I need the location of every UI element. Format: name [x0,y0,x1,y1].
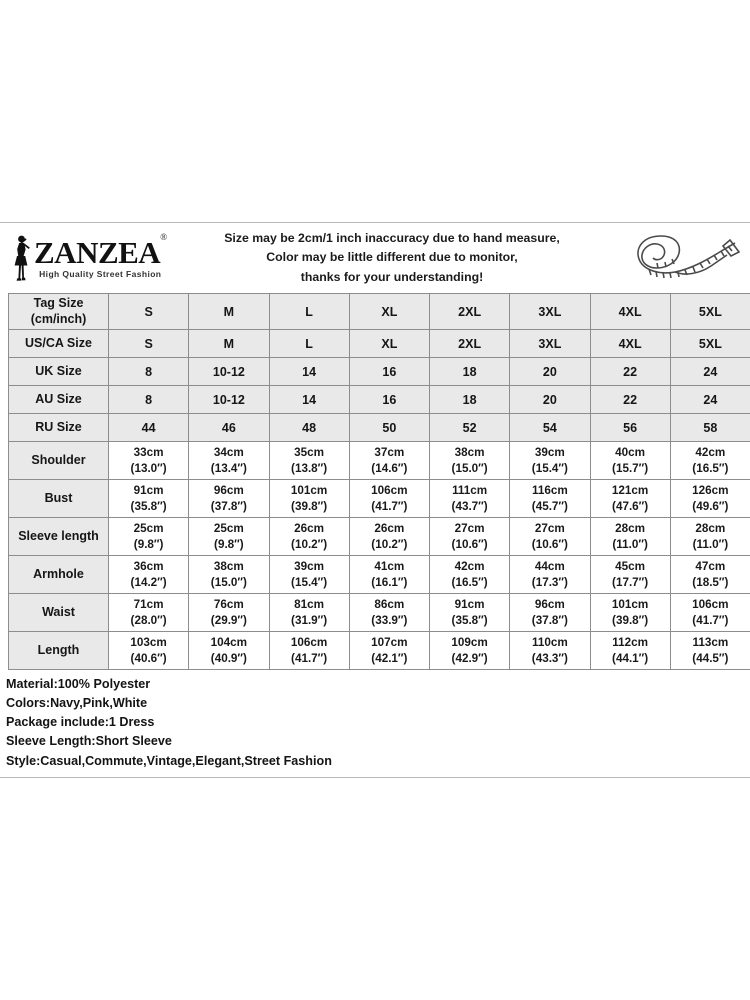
cell-tag-size-7: 5XL [670,294,750,330]
value-cm: 126cm [692,484,729,498]
row-label-armhole: Armhole [9,556,109,594]
value-cm: 38cm [213,560,244,574]
cell-armhole-2 [269,556,349,594]
registered-trademark-icon: ® [160,231,167,242]
row-label-uk-size: UK Size [9,358,109,386]
row-label-au-size: AU Size [9,386,109,414]
value-cm: 116cm [532,484,568,498]
cell-armhole-4 [430,556,510,594]
row-label-length: Length [9,632,109,670]
brand-name-text: ZANZEA [34,235,161,271]
cell-sleeve-7 [670,518,750,556]
cell-ru-2: 48 [269,414,349,442]
cell-waist-6 [590,594,670,632]
info-sleeve-length: Sleeve Length:Short Sleeve [6,734,172,749]
cell-sleeve-3 [349,518,429,556]
value-inch: (14.6″) [371,461,408,475]
cell-shoulder-2 [269,442,349,480]
cell-ru-6: 56 [590,414,670,442]
value-cm: 101cm [290,484,328,498]
cell-bust-0 [109,480,189,518]
cell-sleeve-5 [510,518,590,556]
cell-us-3: XL [349,330,429,358]
value-inch: (49.6″) [692,499,729,513]
value-cm: 109cm [451,636,488,650]
cell-shoulder-1 [189,442,269,480]
brand-tagline: High Quality Street Fashion [39,269,162,280]
table-row-us-ca-size [9,330,750,358]
cell-length-2 [269,632,349,670]
value-inch: (16.1″) [371,575,408,589]
cell-uk-1: 10-12 [189,358,269,386]
value-cm: 106cm [290,636,328,650]
value-cm: 106cm [692,598,729,612]
value-cm: 81cm [294,598,325,612]
cell-bust-6 [590,480,670,518]
size-chart-sheet [0,222,750,778]
value-inch: (29.9″) [210,613,247,627]
row-label-waist: Waist [9,594,109,632]
value-inch: (44.5″) [692,651,729,665]
value-inch: (15.4″) [291,575,328,589]
row-label-ru-size: RU Size [9,414,109,442]
chart-header [0,223,750,293]
value-cm: 45cm [615,560,646,574]
cell-au-2: 14 [269,386,349,414]
value-inch: (15.4″) [531,461,568,475]
value-inch: (31.9″) [291,613,328,627]
value-cm: 112cm [612,636,648,650]
cell-uk-6: 22 [590,358,670,386]
value-cm: 111cm [452,484,488,498]
row-label-bust: Bust [9,480,109,518]
size-table [8,293,750,670]
cell-waist-0 [109,594,189,632]
value-cm: 42cm [695,446,726,460]
row-label-us-ca-size: US/CA Size [9,330,109,358]
cell-tag-size-0: S [109,294,189,330]
cell-sleeve-0 [109,518,189,556]
cell-bust-5 [510,480,590,518]
cell-au-5: 20 [510,386,590,414]
value-cm: 91cm [454,598,485,612]
cell-us-1: M [189,330,269,358]
cell-ru-7: 58 [670,414,750,442]
value-inch: (13.0″) [130,461,167,475]
tag-size-line-1: Tag Size [33,295,84,310]
table-row-bust [9,480,750,518]
value-cm: 76cm [213,598,244,612]
value-cm: 25cm [213,522,244,536]
cell-shoulder-0 [109,442,189,480]
value-cm: 104cm [210,636,248,650]
value-inch: (13.8″) [291,461,328,475]
value-cm: 47cm [695,560,726,574]
notice-line-1: Size may be 2cm/1 inch inaccuracy due to hand measure, [224,231,560,246]
value-inch: (41.7″) [291,651,328,665]
value-cm: 42cm [454,560,485,574]
cell-sleeve-4 [430,518,510,556]
value-cm: 39cm [294,560,325,574]
value-inch: (11.0″) [612,537,648,551]
table-row-uk-size [9,358,750,386]
cell-length-3 [349,632,429,670]
cell-armhole-3 [349,556,429,594]
value-cm: 96cm [213,484,244,498]
value-inch: (28.0″) [130,613,167,627]
info-style: Style:Casual,Commute,Vintage,Elegant,Street Fashion [6,753,332,768]
value-cm: 37cm [374,446,405,460]
brand-name [34,231,167,271]
cell-au-1: 10-12 [189,386,269,414]
value-inch: (9.8″) [214,537,244,551]
value-cm: 40cm [615,446,646,460]
value-inch: (10.2″) [371,537,408,551]
value-inch: (9.8″) [133,537,164,551]
cell-waist-2 [269,594,349,632]
table-row-sleeve-length [9,518,750,556]
measurement-notice [182,229,626,286]
value-inch: (11.0″) [692,537,729,551]
cell-length-0 [109,632,189,670]
cell-waist-5 [510,594,590,632]
cell-au-3: 16 [349,386,429,414]
brand-logo [6,231,182,282]
value-inch: (42.9″) [451,651,488,665]
cell-tag-size-3: XL [349,294,429,330]
value-inch: (17.3″) [531,575,568,589]
cell-tag-size-5: 3XL [510,294,590,330]
value-inch: (40.9″) [210,651,247,665]
cell-bust-4 [430,480,510,518]
row-label-sleeve-length: Sleeve length [9,518,109,556]
info-package: Package include:1 Dress [6,715,155,730]
value-inch: (15.7″) [612,461,649,475]
value-inch: (17.7″) [612,575,649,589]
cell-bust-2 [269,480,349,518]
cell-uk-7: 24 [670,358,750,386]
value-inch: (35.8″) [451,613,488,627]
table-row-au-size [9,386,750,414]
value-inch: (43.3″) [531,651,568,665]
value-cm: 35cm [294,446,325,460]
table-row-tag-size [9,294,750,330]
measuring-tape-icon [626,227,746,289]
value-cm: 27cm [454,522,485,536]
cell-au-4: 18 [430,386,510,414]
cell-tag-size-1: M [189,294,269,330]
table-row-armhole [9,556,750,594]
value-inch: (47.6″) [612,499,649,513]
cell-us-2: L [269,330,349,358]
cell-uk-2: 14 [269,358,349,386]
value-inch: (10.6″) [531,537,568,551]
value-cm: 39cm [534,446,565,460]
cell-shoulder-4 [430,442,510,480]
cell-shoulder-3 [349,442,429,480]
value-cm: 26cm [374,522,405,536]
value-cm: 36cm [133,560,164,574]
value-inch: (14.2″) [130,575,167,589]
cell-waist-7 [670,594,750,632]
value-cm: 91cm [133,484,164,498]
cell-bust-3 [349,480,429,518]
cell-ru-1: 46 [189,414,269,442]
cell-waist-3 [349,594,429,632]
cell-uk-3: 16 [349,358,429,386]
notice-line-3: thanks for your understanding! [300,269,484,284]
cell-au-6: 22 [590,386,670,414]
cell-shoulder-5 [510,442,590,480]
value-cm: 107cm [371,636,408,650]
cell-shoulder-6 [590,442,670,480]
cell-uk-0: 8 [109,358,189,386]
info-material: Material:100% Polyester [6,677,151,691]
value-cm: 27cm [534,522,565,536]
value-inch: (45.7″) [531,499,568,513]
table-row-waist [9,594,750,632]
value-inch: (18.5″) [692,575,729,589]
cell-armhole-6 [590,556,670,594]
cell-uk-5: 20 [510,358,590,386]
value-inch: (37.8″) [210,499,247,513]
cell-armhole-1 [189,556,269,594]
cell-bust-1 [189,480,269,518]
cell-us-4: 2XL [430,330,510,358]
value-cm: 106cm [371,484,408,498]
woman-silhouette-icon [10,234,32,282]
cell-sleeve-1 [189,518,269,556]
cell-us-6: 4XL [590,330,670,358]
cell-uk-4: 18 [430,358,510,386]
cell-length-7 [670,632,750,670]
value-inch: (39.8″) [612,613,649,627]
value-cm: 28cm [695,522,726,536]
value-cm: 110cm [532,636,568,650]
value-inch: (16.5″) [451,575,488,589]
value-cm: 38cm [454,446,485,460]
cell-length-4 [430,632,510,670]
value-cm: 44cm [534,560,565,574]
value-inch: (10.2″) [291,537,328,551]
cell-tag-size-6: 4XL [590,294,670,330]
value-cm: 41cm [374,560,405,574]
table-row-ru-size [9,414,750,442]
cell-length-5 [510,632,590,670]
cell-ru-5: 54 [510,414,590,442]
cell-length-6 [590,632,670,670]
value-cm: 86cm [374,598,405,612]
cell-armhole-5 [510,556,590,594]
value-inch: (41.7″) [371,499,408,513]
value-inch: (44.1″) [612,651,649,665]
value-cm: 25cm [133,522,164,536]
value-inch: (43.7″) [451,499,488,513]
value-cm: 71cm [133,598,164,612]
info-colors: Colors:Navy,Pink,White [6,696,148,711]
value-inch: (41.7″) [692,613,729,627]
value-inch: (15.0″) [451,461,488,475]
cell-armhole-0 [109,556,189,594]
tag-size-line-2: (cm/inch) [30,311,87,326]
row-label-tag-size [9,294,109,330]
cell-au-0: 8 [109,386,189,414]
value-inch: (15.0″) [210,575,247,589]
cell-tag-size-2: L [269,294,349,330]
cell-sleeve-6 [590,518,670,556]
cell-us-7: 5XL [670,330,750,358]
cell-ru-0: 44 [109,414,189,442]
cell-waist-4 [430,594,510,632]
table-row-length [9,632,750,670]
notice-line-2: Color may be little different due to monitor, [266,250,518,265]
value-inch: (16.5″) [692,461,729,475]
cell-ru-3: 50 [349,414,429,442]
value-inch: (35.8″) [130,499,167,513]
product-info [0,670,750,777]
value-cm: 103cm [130,636,167,650]
cell-ru-4: 52 [430,414,510,442]
value-cm: 96cm [534,598,565,612]
value-inch: (10.6″) [451,537,488,551]
value-inch: (13.4″) [210,461,247,475]
value-cm: 121cm [611,484,649,498]
cell-sleeve-2 [269,518,349,556]
cell-tag-size-4: 2XL [430,294,510,330]
value-cm: 28cm [615,522,646,536]
cell-shoulder-7 [670,442,750,480]
value-inch: (40.6″) [130,651,167,665]
value-inch: (42.1″) [371,651,408,665]
value-cm: 101cm [611,598,649,612]
value-inch: (39.8″) [291,499,328,513]
cell-armhole-7 [670,556,750,594]
table-row-shoulder [9,442,750,480]
cell-us-5: 3XL [510,330,590,358]
cell-waist-1 [189,594,269,632]
row-label-shoulder: Shoulder [9,442,109,480]
value-inch: (33.9″) [371,613,408,627]
cell-us-0: S [109,330,189,358]
value-cm: 26cm [294,522,325,536]
cell-bust-7 [670,480,750,518]
value-cm: 33cm [133,446,164,460]
cell-au-7: 24 [670,386,750,414]
value-cm: 34cm [213,446,244,460]
cell-length-1 [189,632,269,670]
value-inch: (37.8″) [531,613,568,627]
value-cm: 113cm [692,636,729,650]
